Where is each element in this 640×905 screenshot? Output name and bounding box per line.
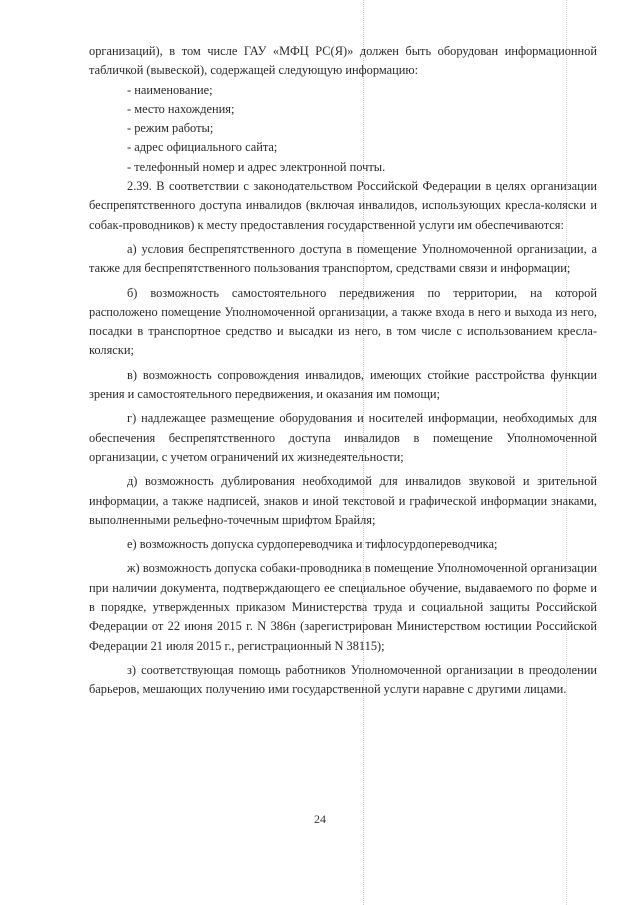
info-item: - режим работы; bbox=[127, 121, 214, 136]
info-item: - адрес официального сайта; bbox=[127, 140, 278, 155]
clause-item-d: д) возможность дублирования необходимой для инвалидов звуковой и зрительной информации, а также надписей, знаков и иной текстовой и графической информации знаками, выполненными рельефно-точечным шрифтом Брайля; bbox=[89, 474, 597, 527]
clause-item-a: а) условия беспрепятственного доступа в помещение Уполномоченной организации, а также для беспрепятственного пользования транспортом, средствами связи и информации; bbox=[89, 241, 597, 276]
info-item: - наименование; bbox=[127, 82, 213, 97]
clause-2-39: 2.39. В соответствии с законодательством Российской Федерации в целях организации беспрепятственного доступа инвалидов (включая инвалидов, использующих кресла-коляски и собак-проводников) к месту предоставления государственной услуги им обеспечиваются: bbox=[89, 179, 597, 232]
page-number: 24 bbox=[314, 812, 326, 826]
info-item: - телефонный номер и адрес электронной почты. bbox=[127, 159, 386, 174]
info-list bbox=[89, 81, 597, 177]
document-body bbox=[89, 42, 597, 700]
clause-item-z: з) соответствующая помощь работников Уполномоченной организации в преодолении барьеров, мешающих получению ими государственной услуги наравне с другими лицами. bbox=[89, 662, 597, 697]
clause-item-e: е) возможность допуска сурдопереводчика и тифлосурдопереводчика; bbox=[127, 537, 498, 552]
clause-item-v: в) возможность сопровождения инвалидов, имеющих стойкие расстройства функции зрения и самостоятельного передвижения, и оказания им помощи; bbox=[89, 367, 597, 402]
clause-item-b: б) возможность самостоятельного передвижения по территории, на которой расположено помещение Уполномоченной организации, а также входа в него и выхода из него, посадки в транспортное средство и высадки из него, в том числе с использованием кресла-коляски; bbox=[89, 285, 597, 358]
clause-item-g: г) надлежащее размещение оборудования и носителей информации, необходимых для обеспечения беспрепятственного доступа инвалидов в помещение Уполномоченной организации, с учетом ограничений их жизнедеятельности; bbox=[89, 411, 597, 464]
clause-item-zh: ж) возможность допуска собаки-проводника в помещение Уполномоченной организации при наличии документа, подтверждающего ее специальное обучение, выдаваемого по форме и в порядке, утвержденных приказом Министерства труда и социальной защиты Российской Федерации от 22 июня 2015 г. N 386н (зарегистрирован Министерством юстиции Российской Федерации 21 июля 2015 г., регистрационный N 38115); bbox=[89, 561, 597, 653]
info-item: - место нахождения; bbox=[127, 101, 235, 116]
intro-paragraph: организаций), в том числе ГАУ «МФЦ РС(Я)» должен быть оборудован информационной табличкой (вывеской), содержащей следующую информацию: bbox=[89, 44, 597, 78]
